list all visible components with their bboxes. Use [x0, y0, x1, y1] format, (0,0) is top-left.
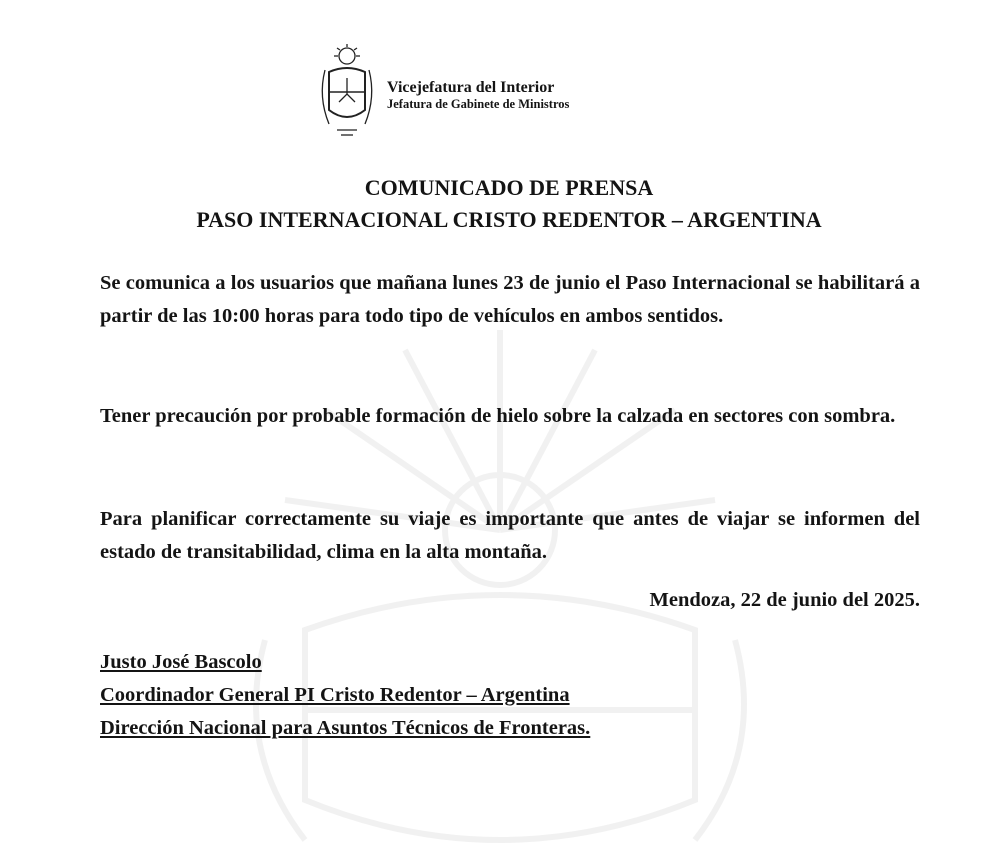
press-release-titles [0, 172, 1000, 236]
signature-block [100, 646, 590, 745]
paragraph-travel-advice: Para planificar correctamente su viaje es importante que antes de viajar se informen del estado de transitabilidad, clima en la alta montaña. [100, 508, 920, 563]
coat-of-arms-watermark-icon [175, 300, 825, 860]
paragraph-ice-warning: Tener precaución por probable formación de hielo sobre la calzada en sectores con sombra. [100, 405, 896, 427]
dateline: Mendoza, 22 de junio del 2025. [649, 589, 920, 611]
signatory-office: Dirección Nacional para Asuntos Técnicos de Fronteras. [100, 717, 591, 739]
org-title: Vicejefatura del Interior [387, 79, 555, 96]
signatory-role: Coordinador General PI Cristo Redentor – Argentina [100, 684, 570, 706]
document-title: COMUNICADO DE PRENSA [364, 175, 654, 200]
paragraph-opening-announcement: Se comunica a los usuarios que mañana lunes 23 de junio el Paso Internacional se habilitará a partir de las 10:00 horas para todo tipo de vehículos en ambos sentidos. [100, 272, 920, 327]
org-subtitle: Jefatura de Gabinete de Ministros [387, 97, 570, 111]
argentina-coat-of-arms-icon [315, 42, 379, 142]
document-subtitle: PASO INTERNACIONAL CRISTO REDENTOR – ARGENTINA [196, 207, 822, 232]
signatory-name: Justo José Bascolo [100, 651, 262, 673]
letterhead [315, 42, 569, 142]
